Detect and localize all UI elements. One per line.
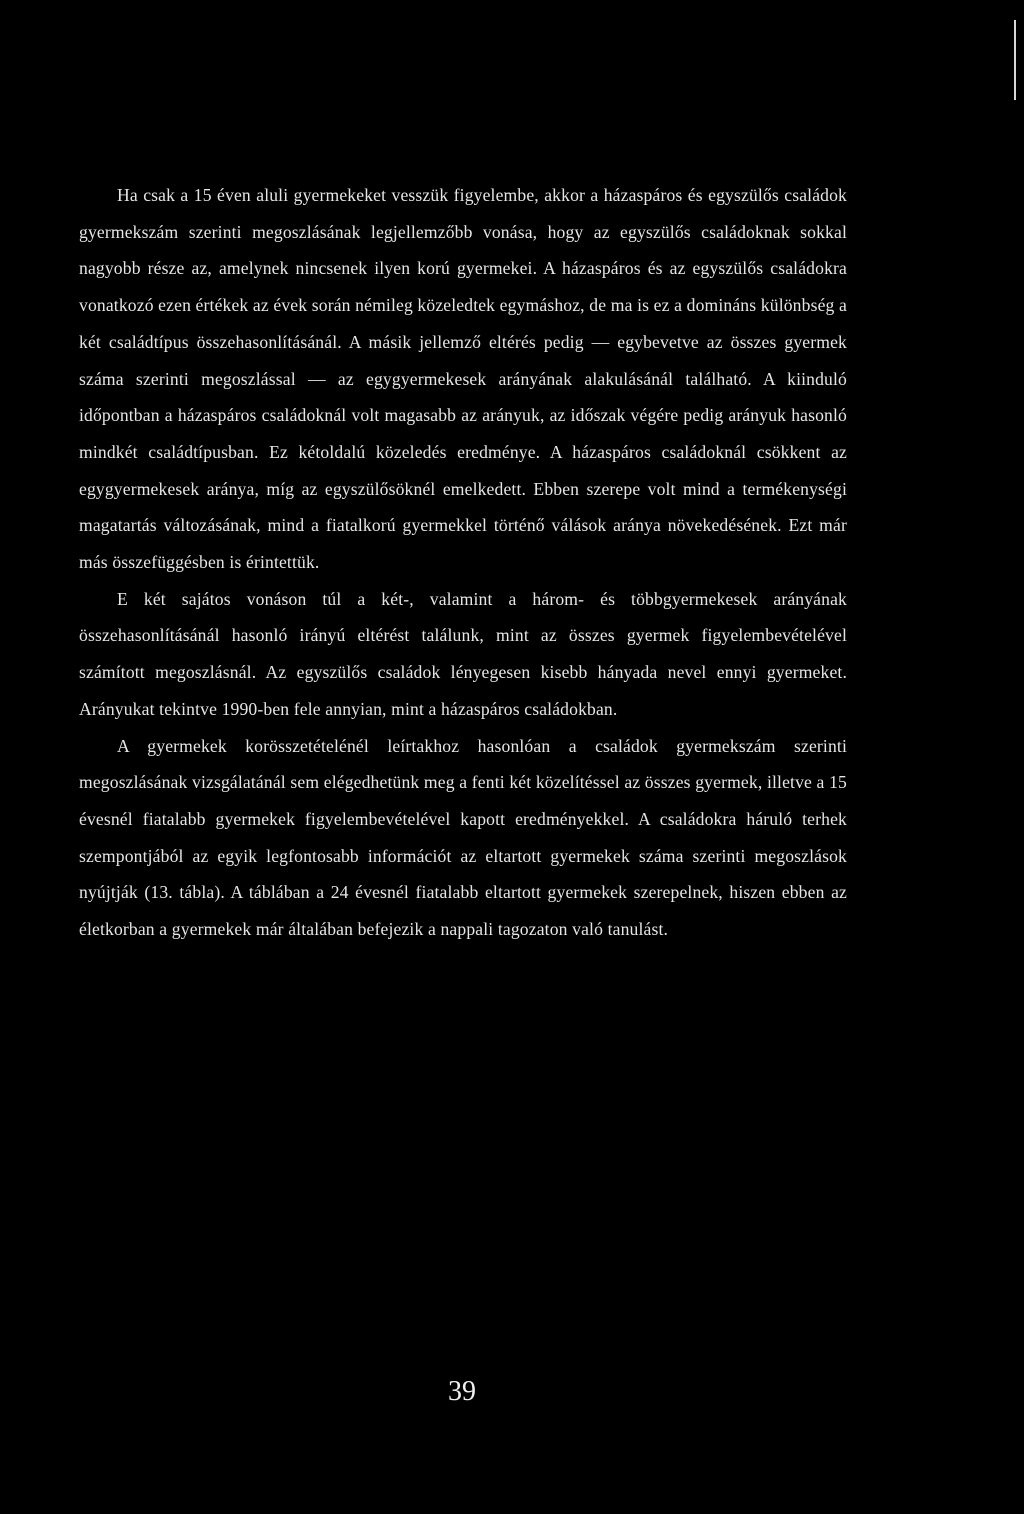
page-number: 39 bbox=[448, 1376, 476, 1407]
page-body bbox=[79, 177, 847, 948]
paragraph-3: A gyermekek korösszetételénél leírtakhoz hasonlóan a családok gyermekszám szerinti megoszlásának vizsgálatánál sem elégedhetünk meg a fenti két közelítéssel az összes gyermek, illetve a 15 évesnél fiatalabb gyermekek figyelembevételével kapott eredményekkel. A családokra háruló terhek szempontjából az egyik legfontosabb információt az eltartott gyermekek száma szerinti megoszlások nyújtják (13. tábla). A táblában a 24 évesnél fiatalabb eltartott gyermekek szerepelnek, hiszen ebben az életkorban a gyermekek már általában befejezik a nappali tagozaton való tanulást. bbox=[79, 735, 847, 940]
paragraph-2: E két sajátos vonáson túl a két-, valamint a három- és többgyermekesek arányának összehasonlításánál hasonló irányú eltérést találunk, mint az összes gyermek figyelembevételével számított megoszlásnál. Az egyszülős családok lényegesen kisebb hányada nevel ennyi gyermeket. Arányukat tekintve 1990-ben fele annyian, mint a házaspáros családokban. bbox=[79, 588, 847, 719]
paragraph-1: Ha csak a 15 éven aluli gyermekeket vesszük figyelembe, akkor a házaspáros és egyszülős családok gyermekszám szerinti megoszlásának legjellemzőbb vonása, hogy az egyszülős családoknak sokkal nagyobb része az, amelynek nincsenek ilyen korú gyermekei. A házaspáros és az egyszülős családokra vonatkozó ezen értékek az évek során némileg közeledtek egymáshoz, de ma is ez a domináns különbség a két családtípus összehasonlításánál. A másik jellemző eltérés pedig — egybevetve az összes gyermek száma szerinti megoszlással — az egygyermekesek arányának alakulásánál található. A kiinduló időpontban a házaspáros családoknál volt magasabb az arányuk, az időszak végére pedig arányuk hasonló mindkét családtípusban. Ez kétoldalú közeledés eredménye. A házaspáros családoknál csökkent az egygyermekesek aránya, míg az egyszülősöknél emelkedett. Ebben szerepe volt mind a termékenységi magatartás változásának, mind a fiatalkorú gyermekkel történő válások aránya növekedésének. Ezt már más összefüggésben is érintettük. bbox=[79, 185, 847, 573]
scan-edge-line bbox=[1014, 20, 1016, 100]
